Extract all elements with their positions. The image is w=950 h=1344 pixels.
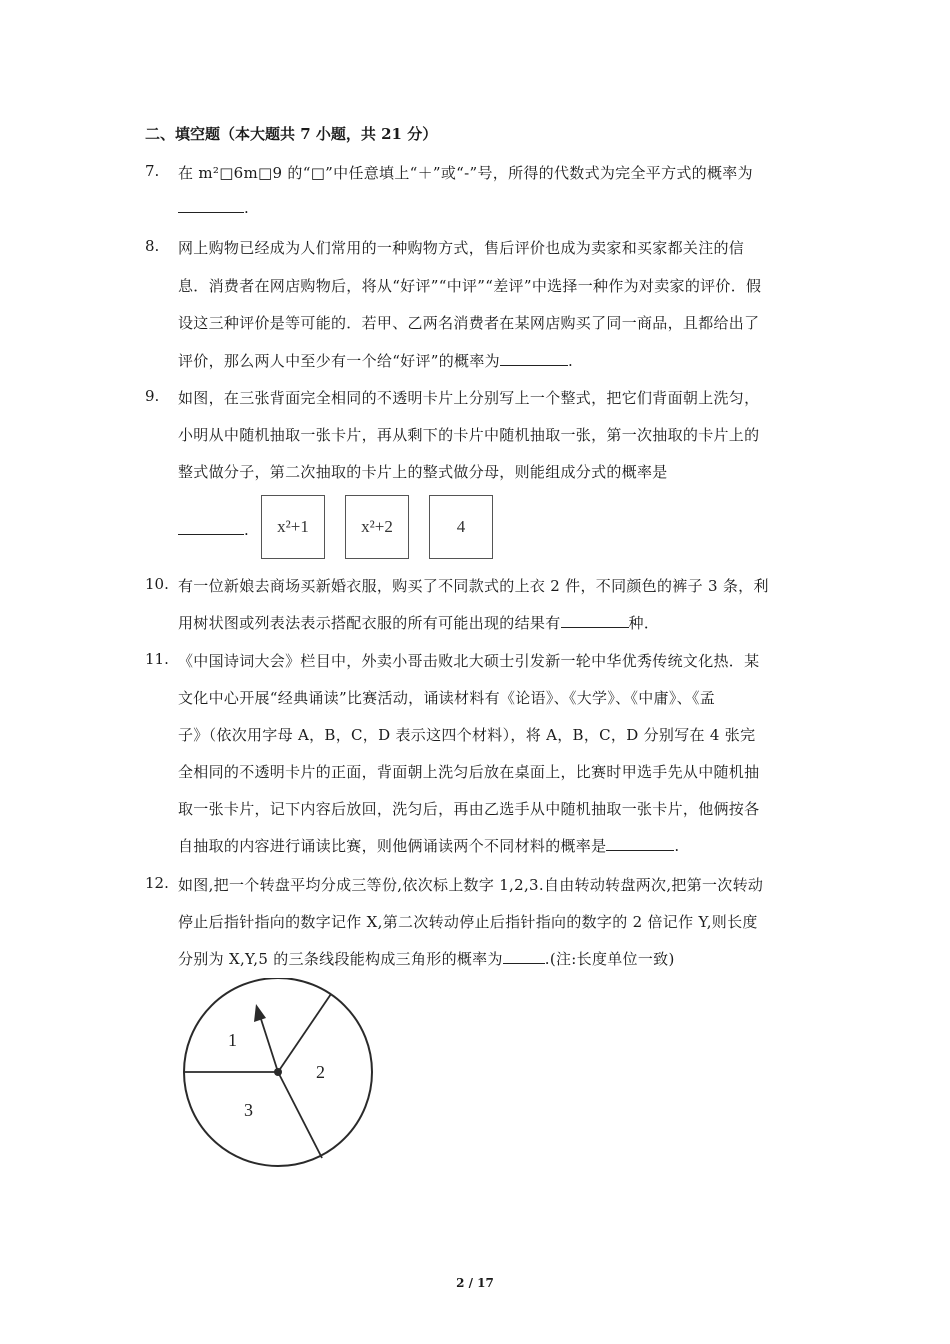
question-11-period: .	[674, 837, 680, 855]
question-11-line-5: 取一张卡片，记下内容后放回，洗匀后，再由乙选手从中随机抽取一张卡片，他俩按各	[178, 800, 760, 818]
sector-label-2: 2	[316, 1062, 325, 1082]
question-8-period: .	[567, 352, 574, 370]
question-12-number: 12.	[145, 874, 169, 892]
question-11-line-4: 全相同的不透明卡片的正面，背面朝上洗匀后放在桌面上，比赛时甲选手先从中随机抽	[178, 763, 760, 781]
answer-blank[interactable]	[178, 520, 244, 535]
question-11-line-2: 文化中心开展“经典诵读”比赛活动，诵读材料有《论语》、《大学》、《中庸》、《孟	[178, 689, 716, 707]
question-8-line-1: 网上购物已经成为人们常用的一种购物方式，售后评价也成为卖家和买家都关注的信	[178, 239, 745, 257]
answer-blank[interactable]	[500, 351, 568, 366]
question-11-line-6	[178, 835, 679, 856]
question-7-period: .	[244, 199, 249, 217]
question-10-line-2	[178, 612, 659, 633]
question-8-line-4-text: 评价，那么两人中至少有一个给“好评”的概率为	[178, 352, 500, 370]
sector-label-3: 3	[244, 1100, 253, 1120]
question-8-number: 8.	[145, 237, 160, 255]
question-11-line-1: 《中国诗词大会》栏目中，外卖小哥击败北大硕士引发新一轮中华优秀传统文化热．某	[178, 652, 760, 670]
spinner-figure	[176, 978, 376, 1178]
question-9-line-1: 如图，在三张背面完全相同的不透明卡片上分别写上一个整式，把它们背面朝上洗匀，	[178, 389, 760, 407]
card-1: x²+1	[261, 495, 325, 559]
page-number: 2 / 17	[456, 1276, 494, 1290]
question-9-line-2: 小明从中随机抽取一张卡片，再从剩下的卡片中随机抽取一张，第一次抽取的卡片上的	[178, 426, 760, 444]
question-10-number: 10.	[145, 575, 169, 593]
question-10-line-2-text: 用树状图或列表法表示搭配衣服的所有可能出现的结果有	[178, 614, 561, 632]
question-12-line-3	[178, 948, 675, 969]
card-2: x²+2	[345, 495, 409, 559]
question-12-line-3-text: 分别为 X,Y,5 的三条线段能构成三角形的概率为	[178, 950, 503, 968]
question-7-line-1: 在 m²□6m□9 的“□”中任意填上“＋”或“-”号，所得的代数式为完全平方式的概率为	[178, 164, 753, 182]
answer-blank[interactable]	[606, 836, 674, 851]
question-8-line-4	[178, 350, 573, 371]
card-3: 4	[429, 495, 493, 559]
question-9-answer-line	[178, 520, 249, 539]
question-9-line-3: 整式做分子，第二次抽取的卡片上的整式做分母，则能组成分式的概率是	[178, 463, 668, 481]
question-8-line-3: 设这三种评价是等可能的．若甲、乙两名消费者在某网店购买了同一商品，且都给出了	[178, 314, 760, 332]
question-7-number: 7.	[145, 162, 160, 180]
section-title: 二、填空题（本大题共 7 小题，共 21 分）	[145, 125, 438, 143]
question-10-line-1: 有一位新娘去商场买新婚衣服，购买了不同款式的上衣 2 件，不同颜色的裤子 3 条，利	[178, 577, 769, 595]
question-11-line-6-text: 自抽取的内容进行诵读比赛，则他俩诵读两个不同材料的概率是	[178, 837, 607, 855]
question-11-number: 11.	[145, 650, 169, 668]
question-9-number: 9.	[145, 387, 160, 405]
question-10-unit: 种．	[628, 614, 660, 632]
sector-label-1: 1	[228, 1030, 237, 1050]
spinner-hub	[274, 1068, 282, 1076]
question-12-note: .(注:长度单位一致)	[544, 950, 675, 968]
question-9-period: .	[244, 521, 249, 539]
question-12-line-1: 如图,把一个转盘平均分成三等份,依次标上数字 1,2,3.自由转动转盘两次,把第一次转动	[178, 876, 764, 894]
question-8-line-2: 息．消费者在网店购物后，将从“好评”“中评”“差评”中选择一种作为对卖家的评价．假	[178, 277, 762, 295]
answer-blank[interactable]	[561, 613, 629, 628]
answer-blank[interactable]	[503, 949, 545, 964]
question-7-answer-line	[178, 198, 249, 217]
question-12-line-2: 停止后指针指向的数字记作 X,第二次转动停止后指针指向的数字的 2 倍记作 Y,则长度	[178, 913, 758, 931]
question-11-line-3: 子》（依次用字母 A，B，C，D 表示这四个材料），将 A，B，C，D 分别写在 4 张完	[178, 726, 756, 744]
answer-blank[interactable]	[178, 198, 244, 213]
